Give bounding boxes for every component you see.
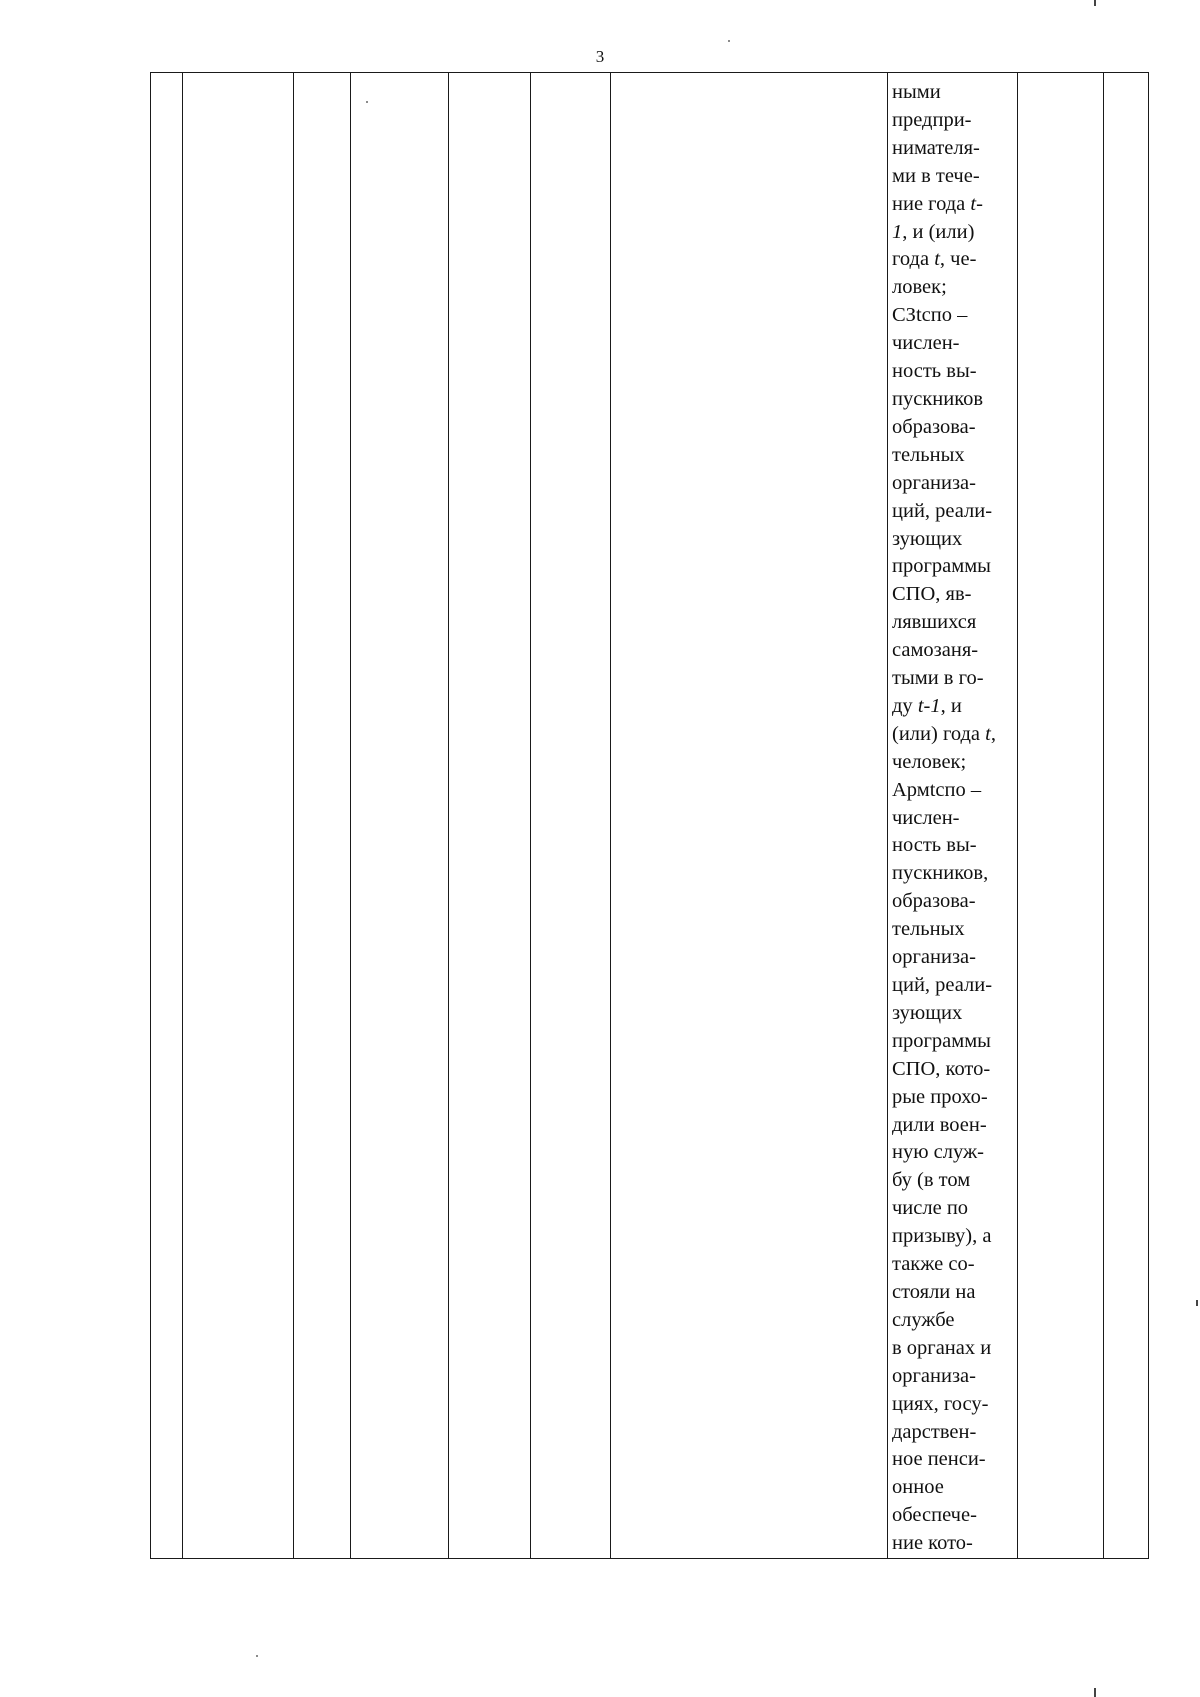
scan-edge-mark	[1094, 1688, 1096, 1697]
empty-cell-col5	[449, 73, 531, 1559]
text-line: года t, че-	[892, 248, 977, 271]
text-line: образова-	[892, 415, 976, 438]
text-line: тыми в го-	[892, 667, 984, 690]
scan-speck	[366, 101, 368, 103]
empty-cell-col9	[1018, 73, 1104, 1559]
text-line: онное	[892, 1476, 944, 1499]
text-line: стояли на	[892, 1280, 976, 1303]
text-line: ность вы-	[892, 834, 977, 857]
text-line: ду t-1, и	[892, 694, 962, 717]
text-line: также со-	[892, 1253, 975, 1276]
text-line: числе по	[892, 1197, 969, 1220]
text-line: нимателя-	[892, 136, 980, 159]
formula-description-cell	[888, 73, 1018, 1559]
text-line: человек;	[892, 750, 967, 773]
text-line: дили воен-	[892, 1113, 987, 1136]
text-line: рые прохо-	[892, 1085, 988, 1108]
text-line: ными	[892, 81, 941, 103]
text-line: ций, реали-	[892, 974, 993, 996]
text-line: организа-	[892, 471, 976, 494]
text-line: ций, реали-	[892, 499, 993, 522]
text-line: числен-	[892, 806, 960, 829]
text-line: 1, и (или)	[892, 220, 975, 243]
scan-speck	[256, 1655, 258, 1657]
text-line: ми в тече-	[892, 164, 980, 187]
text-line: программы	[892, 1029, 991, 1052]
text-line: ное пенси-	[892, 1448, 986, 1471]
text-line: зующих	[892, 1001, 963, 1024]
text-line: призыву), а	[892, 1225, 992, 1248]
text-line: бу (в том	[892, 1169, 971, 1192]
text-line: обеспече-	[892, 1504, 977, 1527]
empty-cell-col1	[151, 73, 183, 1559]
text-line: циях, госу-	[892, 1392, 989, 1415]
text-line: ную служ-	[892, 1141, 984, 1164]
text-line: службе	[892, 1308, 955, 1331]
text-line: организа-	[892, 1364, 976, 1387]
text-line: ние кото-	[892, 1532, 973, 1555]
empty-cell-col6	[531, 73, 611, 1559]
text-line: образова-	[892, 890, 976, 913]
text-line: лявшихся	[892, 611, 977, 634]
text-line: зующих	[892, 527, 963, 550]
empty-cell-col3	[294, 73, 351, 1559]
text-line: тельных	[892, 443, 965, 466]
empty-cell-col7	[611, 73, 888, 1559]
text-line: предпри-	[892, 108, 972, 131]
empty-cell-col2	[183, 73, 294, 1559]
text-line: Армtспо –	[892, 778, 982, 801]
text-line: программы	[892, 555, 991, 578]
text-line: тельных	[892, 918, 965, 941]
page-number: 3	[595, 47, 605, 66]
scan-edge-mark	[1196, 1300, 1198, 1306]
empty-cell-col10	[1104, 73, 1149, 1559]
continuation-table	[150, 72, 1149, 1559]
scan-speck	[728, 40, 730, 42]
text-line: (или) года t,	[892, 722, 996, 745]
text-line: пускников	[892, 387, 984, 410]
text-line: СПО, кото-	[892, 1057, 991, 1080]
text-line: числен-	[892, 332, 960, 355]
text-line: пускников,	[892, 862, 989, 885]
scan-edge-mark	[1094, 0, 1096, 6]
text-line: дарствен-	[892, 1420, 977, 1443]
text-line: в органах и	[892, 1336, 992, 1359]
text-line: ние года t-	[892, 192, 983, 215]
text-line: ловек;	[892, 276, 947, 299]
text-line: СЗtспо –	[892, 304, 968, 327]
text-line: ность вы-	[892, 360, 977, 383]
text-line: самозаня-	[892, 639, 979, 662]
empty-cell-col4	[351, 73, 449, 1559]
text-line: СПО, яв-	[892, 583, 972, 606]
text-line: организа-	[892, 946, 976, 969]
table-row	[151, 73, 1149, 1559]
